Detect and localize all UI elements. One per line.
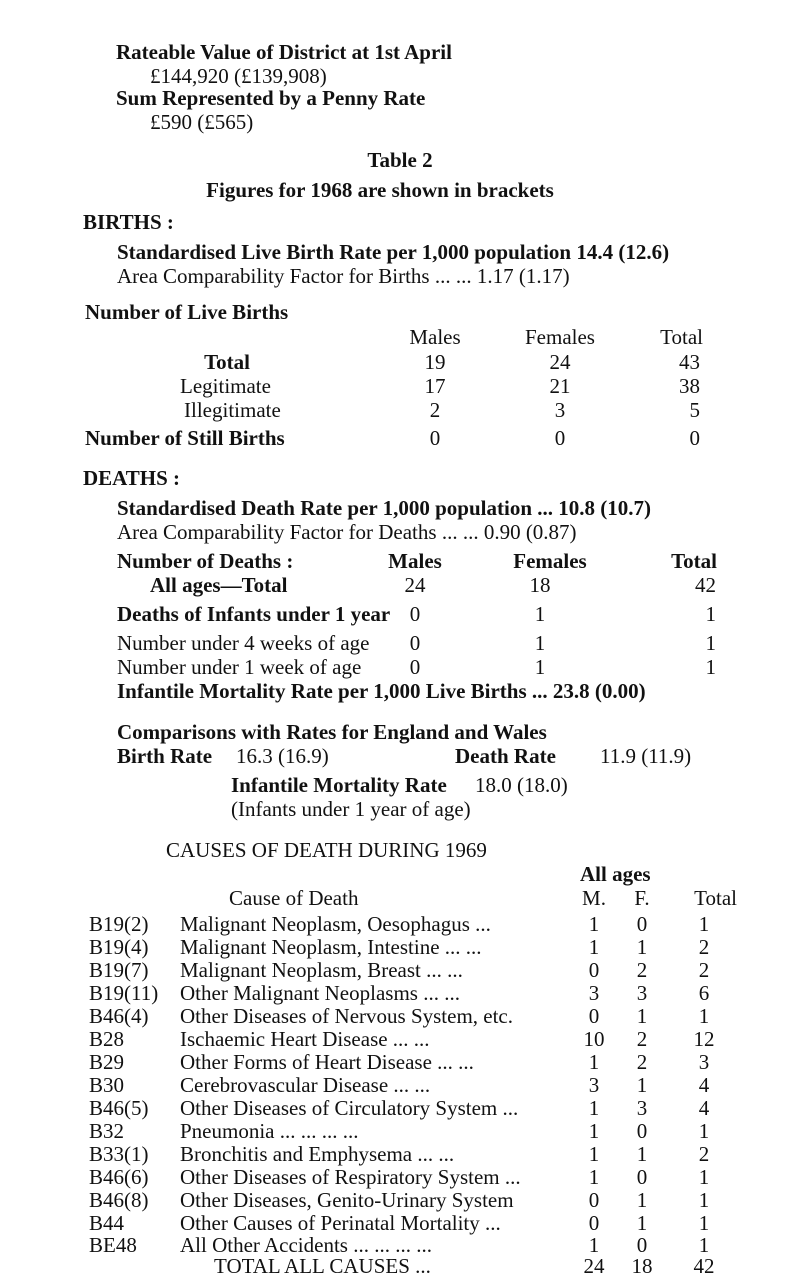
birth-rate-line: Standardised Live Birth Rate per 1,000 population 14.4 (12.6): [117, 240, 670, 264]
cause-total: 1: [698, 912, 710, 936]
causes-col-total: Total: [694, 886, 737, 910]
number-of-deaths-label: Number of Deaths :: [117, 549, 294, 573]
cause-f: 3: [636, 981, 648, 1005]
cause-m: 1: [588, 1096, 600, 1120]
deaths-col-total: Total: [671, 549, 717, 573]
deaths-row-label: Number under 4 weeks of age: [117, 631, 370, 655]
cause-total: 2: [698, 1142, 710, 1166]
total-m: 24: [583, 1254, 605, 1278]
births-col-females: Females: [525, 325, 595, 349]
deaths-row-label: All ages—Total: [150, 573, 288, 597]
comparisons-heading: Comparisons with Rates for England and Wales: [117, 720, 547, 744]
infantile-mortality-line: Infantile Mortality Rate per 1,000 Live Births ... 23.8 (0.00): [117, 679, 646, 703]
cause-code: B30: [89, 1073, 125, 1097]
cause-name: Malignant Neoplasm, Breast ... ...: [180, 958, 463, 982]
cause-f: 1: [636, 1004, 648, 1028]
cause-total: 1: [698, 1004, 710, 1028]
cause-name: All Other Accidents ... ... ... ...: [180, 1233, 432, 1257]
rateable-value-label: Rateable Value of District at 1st April: [116, 40, 452, 64]
cause-f: 2: [636, 1027, 648, 1051]
deaths-row-males: 0: [409, 655, 421, 679]
cause-name: Malignant Neoplasm, Intestine ... ...: [180, 935, 482, 959]
causes-col-cause: Cause of Death: [229, 886, 359, 910]
births-row-total: 38: [679, 374, 700, 398]
cause-code: B46(4): [89, 1004, 149, 1028]
cause-name: Other Malignant Neoplasms ... ...: [180, 981, 460, 1005]
still-births-males: 0: [429, 426, 441, 450]
cause-total: 4: [698, 1096, 710, 1120]
deaths-row-females: 1: [534, 655, 546, 679]
cause-m: 0: [588, 958, 600, 982]
cause-code: B19(11): [89, 981, 159, 1005]
cause-f: 0: [636, 1119, 648, 1143]
deaths-row-label: Deaths of Infants under 1 year: [117, 602, 391, 626]
cause-m: 1: [588, 935, 600, 959]
births-row-females: 24: [549, 350, 571, 374]
cause-m: 1: [588, 1233, 600, 1257]
total-label: TOTAL ALL CAUSES ...: [214, 1254, 431, 1278]
cause-name: Other Diseases, Genito-Urinary System: [180, 1188, 514, 1212]
cause-code: B46(6): [89, 1165, 149, 1189]
births-row-females: 21: [549, 374, 571, 398]
live-births-heading: Number of Live Births: [85, 300, 289, 324]
total-f: 18: [631, 1254, 653, 1278]
cause-m: 10: [583, 1027, 605, 1051]
births-row-label: Illegitimate: [184, 398, 281, 422]
comparison-birth-value: 16.3 (16.9): [236, 744, 329, 768]
cause-f: 1: [636, 1188, 648, 1212]
cause-code: BE48: [89, 1233, 137, 1257]
cause-total: 3: [698, 1050, 710, 1074]
deaths-row-females: 18: [529, 573, 551, 597]
deaths-row-females: 1: [534, 631, 546, 655]
cause-name: Other Forms of Heart Disease ... ...: [180, 1050, 474, 1074]
cause-f: 1: [636, 1142, 648, 1166]
cause-name: Bronchitis and Emphysema ... ...: [180, 1142, 455, 1166]
comparison-infantile-value: 18.0 (18.0): [475, 773, 568, 797]
cause-name: Pneumonia ... ... ... ...: [180, 1119, 359, 1143]
deaths-row-total: 1: [705, 655, 716, 679]
cause-total: 1: [698, 1233, 710, 1257]
cause-total: 1: [698, 1165, 710, 1189]
cause-total: 2: [698, 958, 710, 982]
death-acf-line: Area Comparability Factor for Deaths ... ... 0.90 (0.87): [117, 520, 577, 544]
cause-f: 1: [636, 1073, 648, 1097]
cause-name: Other Diseases of Respiratory System ...: [180, 1165, 521, 1189]
cause-f: 1: [636, 1211, 648, 1235]
cause-m: 0: [588, 1188, 600, 1212]
deaths-row-total: 1: [705, 631, 716, 655]
comparison-death-label: Death Rate: [455, 744, 556, 768]
deaths-col-females: Females: [513, 549, 587, 573]
cause-total: 4: [698, 1073, 710, 1097]
cause-f: 0: [636, 1233, 648, 1257]
cause-code: B44: [89, 1211, 125, 1235]
cause-name: Other Causes of Perinatal Mortality ...: [180, 1211, 501, 1235]
cause-f: 2: [636, 1050, 648, 1074]
comparison-infantile-label: Infantile Mortality Rate: [231, 773, 447, 797]
cause-f: 0: [636, 912, 648, 936]
cause-m: 1: [588, 1050, 600, 1074]
cause-f: 2: [636, 958, 648, 982]
cause-code: B29: [89, 1050, 125, 1074]
still-births-label: Number of Still Births: [85, 426, 285, 450]
figures-note: Figures for 1968 are shown in brackets: [206, 178, 554, 202]
births-row-males: 19: [424, 350, 446, 374]
death-rate-line: Standardised Death Rate per 1,000 population ... 10.8 (10.7): [117, 496, 651, 520]
cause-code: B46(5): [89, 1096, 149, 1120]
penny-rate-value: £590 (£565): [150, 110, 254, 134]
cause-m: 1: [588, 912, 600, 936]
deaths-row-males: 0: [409, 602, 421, 626]
table-title: Table 2: [367, 148, 433, 172]
cause-m: 3: [588, 981, 600, 1005]
cause-code: B19(2): [89, 912, 149, 936]
births-row-females: 3: [554, 398, 566, 422]
penny-rate-label: Sum Represented by a Penny Rate: [116, 86, 426, 110]
cause-m: 0: [588, 1004, 600, 1028]
cause-total: 2: [698, 935, 710, 959]
comparison-birth-label: Birth Rate: [117, 744, 213, 768]
cause-name: Ischaemic Heart Disease ... ...: [180, 1027, 430, 1051]
deaths-row-total: 42: [695, 573, 716, 597]
cause-m: 1: [588, 1165, 600, 1189]
births-heading: BIRTHS :: [83, 210, 174, 234]
causes-col-f: F.: [634, 886, 650, 910]
births-row-label: Legitimate: [180, 374, 271, 398]
cause-total: 12: [693, 1027, 715, 1051]
causes-all-ages: All ages: [580, 862, 651, 886]
deaths-row-label: Number under 1 week of age: [117, 655, 362, 679]
cause-total: 1: [698, 1211, 710, 1235]
births-row-males: 17: [424, 374, 446, 398]
causes-title: CAUSES OF DEATH DURING 1969: [166, 838, 487, 862]
cause-code: B46(8): [89, 1188, 149, 1212]
births-row-total: 5: [689, 398, 700, 422]
comparison-infantile-note: (Infants under 1 year of age): [231, 797, 471, 821]
cause-total: 1: [698, 1188, 710, 1212]
cause-m: 1: [588, 1119, 600, 1143]
cause-f: 1: [636, 935, 648, 959]
still-births-females: 0: [554, 426, 566, 450]
cause-total: 6: [698, 981, 710, 1005]
deaths-row-total: 1: [705, 602, 716, 626]
cause-name: Malignant Neoplasm, Oesophagus ...: [180, 912, 491, 936]
cause-m: 1: [588, 1142, 600, 1166]
deaths-row-males: 0: [409, 631, 421, 655]
causes-col-m: M.: [582, 886, 606, 910]
comparison-death-value: 11.9 (11.9): [600, 744, 692, 768]
cause-m: 0: [588, 1211, 600, 1235]
cause-f: 0: [636, 1165, 648, 1189]
deaths-col-males: Males: [388, 549, 442, 573]
deaths-row-males: 24: [404, 573, 426, 597]
births-row-males: 2: [429, 398, 441, 422]
cause-m: 3: [588, 1073, 600, 1097]
births-row-label: Total: [204, 350, 250, 374]
cause-name: Cerebrovascular Disease ... ...: [180, 1073, 431, 1097]
cause-total: 1: [698, 1119, 710, 1143]
total-total: 42: [693, 1254, 715, 1278]
births-col-males: Males: [409, 325, 461, 349]
births-col-total: Total: [660, 325, 703, 349]
cause-name: Other Diseases of Nervous System, etc.: [180, 1004, 514, 1028]
cause-code: B33(1): [89, 1142, 149, 1166]
births-row-total: 43: [679, 350, 700, 374]
cause-code: B32: [89, 1119, 125, 1143]
cause-code: B19(7): [89, 958, 149, 982]
cause-name: Other Diseases of Circulatory System ...: [180, 1096, 519, 1120]
deaths-heading: DEATHS :: [83, 466, 181, 490]
still-births-total: 0: [689, 426, 700, 450]
cause-code: B28: [89, 1027, 125, 1051]
birth-acf-line: Area Comparability Factor for Births ... ... 1.17 (1.17): [117, 264, 570, 288]
cause-f: 3: [636, 1096, 648, 1120]
rateable-value: £144,920 (£139,908): [150, 64, 327, 88]
deaths-row-females: 1: [534, 602, 546, 626]
cause-code: B19(4): [89, 935, 149, 959]
